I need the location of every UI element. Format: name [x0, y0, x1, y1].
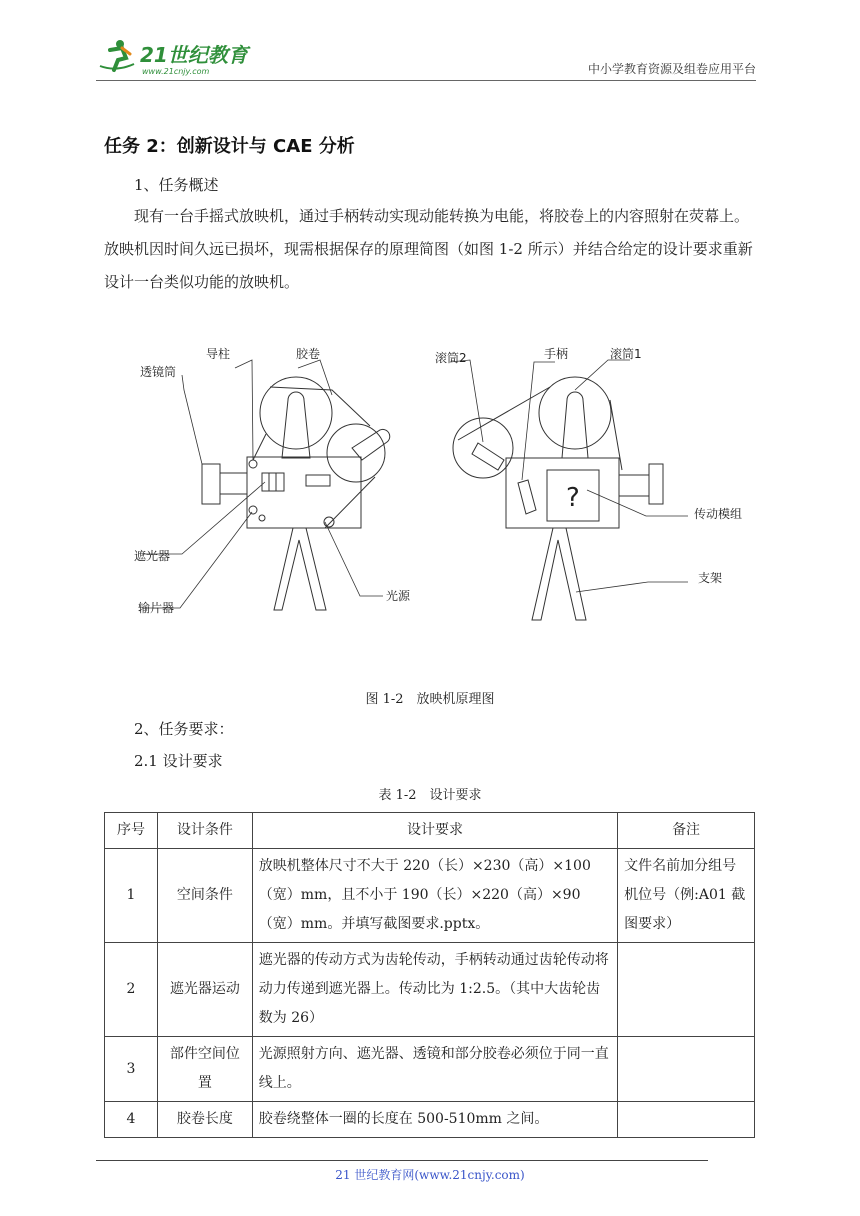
- projector-body-left: [247, 457, 361, 528]
- row-note: [618, 1037, 755, 1102]
- requirements-table: [104, 812, 755, 1138]
- label-shutter: 遮光器: [134, 549, 171, 563]
- light-source: [306, 475, 330, 486]
- table-row: [105, 1102, 755, 1138]
- handle: [518, 480, 536, 514]
- roller-2: [453, 418, 513, 478]
- roller-1: [539, 377, 611, 449]
- section2-subheading: 2.1 设计要求: [134, 752, 223, 770]
- header-cell: 序号: [105, 813, 158, 849]
- label-roller-1: 滚筒1: [610, 347, 642, 361]
- row-number: 4: [105, 1102, 158, 1138]
- row-condition: 胶卷长度: [157, 1102, 252, 1138]
- row-condition: 空间条件: [157, 849, 252, 943]
- table-header-row: [105, 813, 755, 849]
- row-number: 3: [105, 1037, 158, 1102]
- header-cell: 设计条件: [157, 813, 252, 849]
- table-row: [105, 943, 755, 1037]
- label-roller-2: 滚筒2: [435, 351, 467, 365]
- row-condition: 部件空间位置: [157, 1037, 252, 1102]
- label-guide-post: 导柱: [206, 347, 231, 361]
- feeder: [249, 506, 257, 514]
- label-light-source: 光源: [386, 589, 411, 603]
- row-note: 文件名前加分组号机位号（例:A01 截图要求）: [618, 849, 755, 943]
- table-caption: 表 1-2 设计要求: [378, 788, 482, 803]
- row-number: 2: [105, 943, 158, 1037]
- site-logo: [96, 36, 256, 78]
- table-row: [105, 849, 755, 943]
- projector-diagram: [120, 330, 760, 630]
- row-number: 1: [105, 849, 158, 943]
- label-film: 胶卷: [296, 347, 321, 361]
- label-lens-tube: 透镜筒: [140, 365, 177, 379]
- label-handle: 手柄: [544, 347, 569, 361]
- right-view: [453, 377, 663, 620]
- shutter: [262, 473, 284, 491]
- header-divider: [96, 80, 756, 81]
- task-title: 任务 2：创新设计与 CAE 分析: [104, 136, 355, 157]
- section1-paragraph: 现有一台手摇式放映机，通过手柄转动实现动能转换为电能，将胶卷上的内容照射在荧幕上。放映机因时间久远已损坏，现需根据保存的原理简图（如图 1-2 所示）并结合给定的设计要求重新设计一台类似功能的放映机。: [104, 207, 753, 291]
- row-requirement: 胶卷绕整体一圈的长度在 500-510mm 之间。: [252, 1102, 617, 1138]
- table-row: [105, 1037, 755, 1102]
- header-platform-text: 中小学教育资源及组卷应用平台: [587, 62, 756, 76]
- label-stand: 支架: [698, 571, 723, 585]
- footer-text: 21 世纪教育网(www.21cnjy.com): [335, 1168, 525, 1182]
- label-feeder: 输片器: [138, 601, 175, 615]
- section1-heading: 1、任务概述: [134, 176, 219, 194]
- row-requirement: 放映机整体尺寸不大于 220（长）×230（高）×100（宽）mm，且不小于 190（长）×220（高）×90（宽）mm。并填写截图要求.pptx。: [252, 849, 617, 943]
- section2-heading: 2、任务要求：: [134, 720, 234, 738]
- logo-url: www.21cnjy.com: [142, 67, 210, 76]
- header-cell: 设计要求: [252, 813, 617, 849]
- lens-tube: [202, 464, 220, 504]
- runner-icon: [100, 40, 134, 70]
- figure-caption: 图 1-2 放映机原理图: [365, 692, 495, 707]
- label-transmission-module: 传动模组: [694, 507, 743, 521]
- unknown-mark: ?: [566, 483, 580, 513]
- header-cell: 备注: [618, 813, 755, 849]
- row-requirement: 遮光器的传动方式为齿轮传动，手柄转动通过齿轮传动将动力传递到遮光器上。传动比为 1:2.5。（其中大齿轮齿数为 26）: [252, 943, 617, 1037]
- row-requirement: 光源照射方向、遮光器、透镜和部分胶卷必须位于同一直线上。: [252, 1037, 617, 1102]
- row-note: [618, 943, 755, 1037]
- row-note: [618, 1102, 755, 1138]
- row-condition: 遮光器运动: [157, 943, 252, 1037]
- logo-text: 21世纪教育: [140, 43, 248, 67]
- guide-post: [249, 460, 257, 468]
- footer-divider: [96, 1160, 708, 1161]
- left-view: [202, 377, 390, 610]
